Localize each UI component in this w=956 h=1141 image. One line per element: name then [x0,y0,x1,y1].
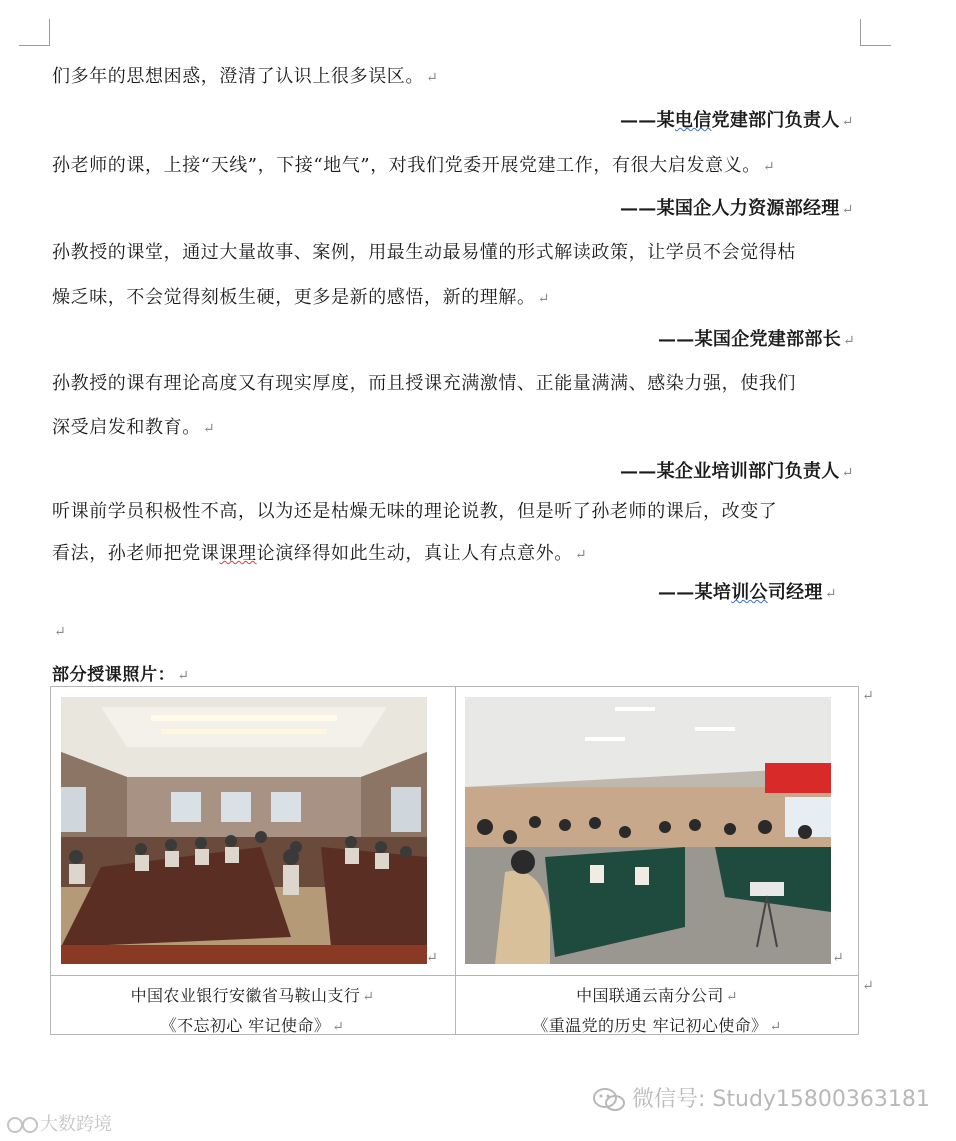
empty-paragraph: ↵ [54,624,67,640]
brand-watermark: 大数跨境 [6,1110,112,1136]
cell-mark: ↵ [426,950,438,966]
testimonial-text: 深受启发和教育。 ↵ [52,417,216,438]
paragraph-mark: ↵ [426,70,439,86]
photo-caption: 中国农业银行安徽省马鞍山支行 ↵ [130,986,375,1005]
testimonial-text: 孙老师的课，上接“天线”，下接“地气”，对我们党委开展党建工作，有很大启发意义。 ↵ [52,155,776,176]
table-divider [50,975,859,976]
testimonial-attribution: ——某培训公司经理 ↵ [658,582,837,603]
photo-caption-title: 《不忘初心 牢记使命》 ↵ [160,1016,345,1035]
page-corner-mark-top-right [860,19,891,46]
photo-caption: 中国联通云南分公司 ↵ [576,986,738,1005]
testimonial-text: 听课前学员积极性不高，以为还是枯燥无味的理论说教，但是听了孙老师的课后，改变了 [52,501,778,522]
photo-image [61,697,427,964]
testimonial-text: 孙教授的课有理论高度又有现实厚度，而且授课充满激情、正能量满满、感染力强，使我们 [52,373,796,394]
cell-mark: ↵ [832,950,844,966]
brand-logo-icon [6,1115,40,1135]
testimonial-attribution: ——某国企人力资源部经理 ↵ [620,198,854,219]
testimonial-text: 燥乏味，不会觉得刻板生硬，更多是新的感悟，新的理解。 ↵ [52,287,550,308]
wechat-watermark: 微信号: Study15800363181 [592,1082,930,1113]
classroom-photo-2 [465,697,831,964]
testimonial-text: 孙教授的课堂，通过大量故事、案例，用最生动最易懂的形式解读政策，让学员不会觉得枯 [52,242,796,263]
row-end-mark: ↵ [862,978,874,994]
testimonial-attribution: ——某电信党建部门负责人 ↵ [620,110,854,131]
photos-heading: 部分授课照片： ↵ [52,665,190,685]
photo-image [465,697,831,964]
wechat-icon [592,1087,626,1113]
page-corner-mark-top-left [19,19,50,46]
testimonial-text: 们多年的思想困惑，澄清了认识上很多误区。 ↵ [52,66,439,87]
classroom-photo-1 [61,697,427,964]
row-end-mark: ↵ [862,688,874,704]
testimonial-attribution: ——某企业培训部门负责人 ↵ [620,461,854,482]
photo-caption-title: 《重温党的历史 牢记初心使命》 ↵ [532,1016,782,1035]
testimonial-attribution: ——某国企党建部部长 ↵ [658,329,856,350]
testimonial-text: 看法，孙老师把党课课理论演绎得如此生动，真让人有点意外。 ↵ [52,543,588,564]
